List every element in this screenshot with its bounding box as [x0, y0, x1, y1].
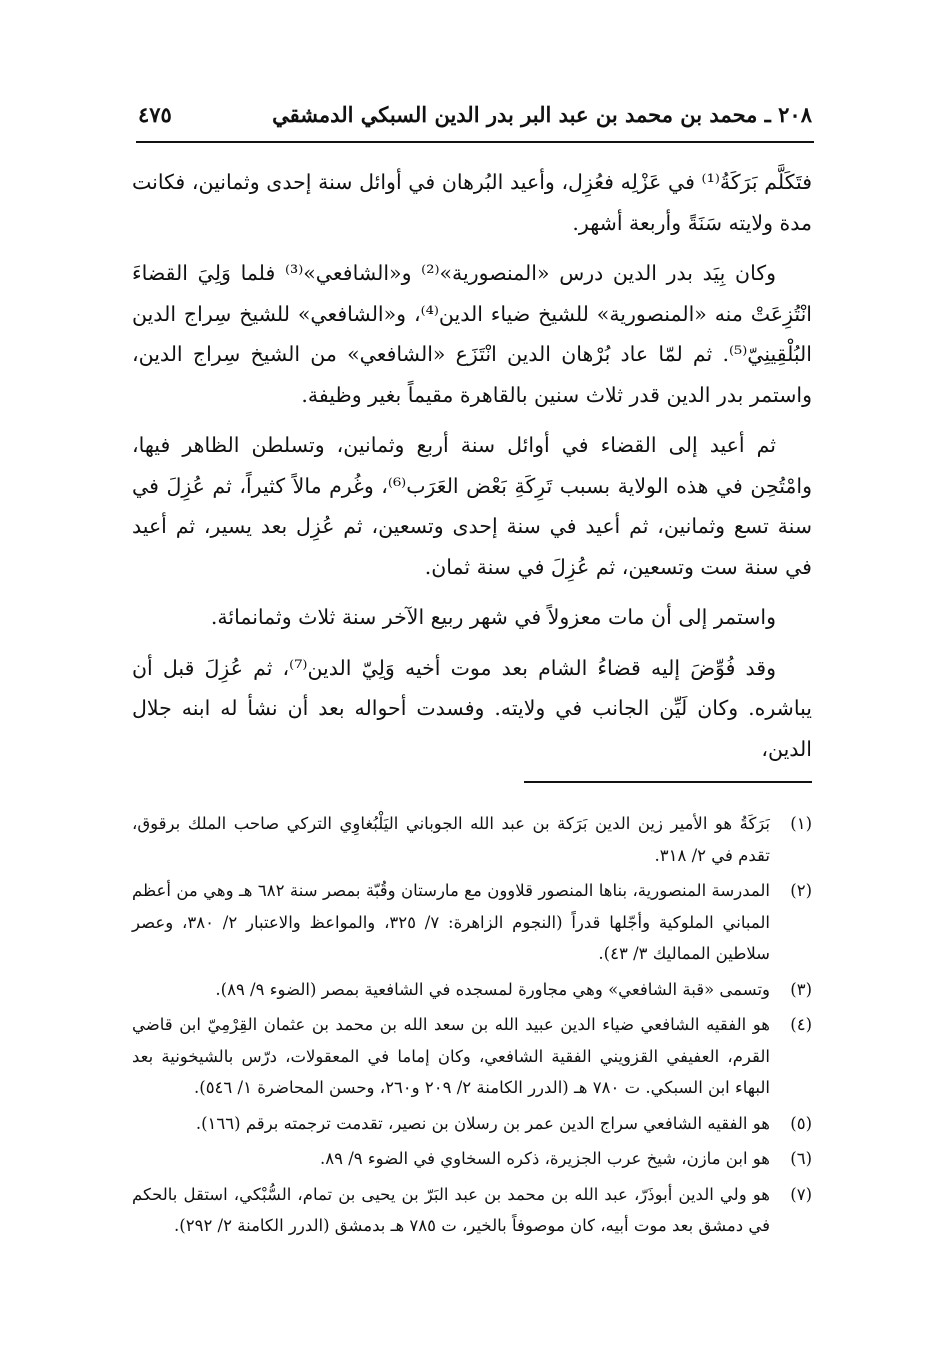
footnote [132, 1009, 812, 1104]
footnote-text: وتسمى «قبة الشافعي» وهي مجاورة لمسجده في الشافعية بمصر (الضوء ٩/ ٨٩). [215, 979, 770, 999]
running-header-title: ٢٠٨ ـ محمد بن محمد بن عبد البر بدر الدين السبكي الدمشقي [272, 101, 812, 127]
paragraph: واستمر إلى أن مات معزولاً في شهر ربيع الآخر سنة ثلاث وثمانمائة. [210, 605, 776, 629]
footnote [132, 875, 812, 970]
page-number: ٤٧٥ [138, 101, 172, 127]
footnote-text: بَرَكَةُ هو الأمير زين الدين بَرَكة بن عبد الله الجوباني اليَلْبُغاوِي التركي صاحب الملك برقوق، تقدم في ٢/ ٣١٨. [132, 814, 770, 865]
footnote-number: (٦) [790, 1149, 812, 1168]
footnote-text: هو الفقيه الشافعي ضياء الدين عبيد الله بن سعد الله بن محمد بن عثمان القِرْمِيّ ابن قاضي القرم، العفيفي القزويني الفقية الشافعي، وكان إماما في المعقولات، درّس بالشيخونية بعد البهاء ابن السبكي. ت ٧٨٠ هـ (الدرر الكامنة ٢/ ٢٠٩ و٢٦٠، وحسن المحاضرة ١/ ٥٤٦). [132, 1015, 770, 1097]
footnote-text: هو الفقيه الشافعي سراج الدين عمر بن رسلان بن نصير، تقدمت ترجمته برقم (١٦٦). [195, 1113, 770, 1133]
main-text [132, 162, 812, 779]
running-header [138, 96, 812, 132]
paragraph: ثم أعيد إلى القضاء في أوائل سنة أربع وثمانين، وتسلطن الظاهر فيها، وامْتُحِن في هذه الولاية بسبب تَرِكَةِ بَعْض العَرَب⁽⁶⁾، وغُرم مالاً كثيراً، ثم عُزِلَ في سنة تسع وثمانين، ثم أعيد في سنة إحدى وتسعين، ثم عُزِل بعد يسير، ثم أعيد في سنة ست وتسعين، ثم عُزِلَ في سنة ثمان. [132, 433, 813, 579]
footnote [132, 808, 812, 871]
paragraph: فتَكَلَّم بَرَكَةُ⁽¹⁾ في عَزْلِه فعُزِل، وأعيد البُرهان في أوائل سنة إحدى وثمانين، فكانت مدة ولايته سَنَةً وأربعة أشهر. [132, 170, 812, 235]
footnote-rule [524, 781, 812, 783]
paragraph: وقد فُوِّضَ إليه قضاءُ الشام بعد موت أخيه وَلِيّ الدين⁽⁷⁾، ثم عُزِلَ قبل أن يباشره. وكان لَيِّن الجانب في ولايته. وفسدت أحواله بعد أن نشأ له ابنه جلال الدين، [132, 655, 812, 761]
footnote-number: (٤) [790, 1015, 812, 1034]
footnote-number: (٣) [790, 979, 812, 999]
footnote-text: المدرسة المنصورية، بناها المنصور قلاوون مع مارستان وقُبّة بمصر سنة ٦٨٢ هـ وهي من أعظم المباني الملوكية وأجّلها قدراً (النجوم الزاهرة: ٧/ ٣٢٥، والمواعظ والاعتبار ٢/ ٣٨٠، وعصر سلاطين المماليك ٣/ ٤٣). [132, 881, 771, 963]
footnote-number: (٢) [790, 881, 812, 900]
footnote-number: (٥) [790, 1113, 812, 1133]
footnote [132, 1108, 812, 1140]
footnote-text: هو ابن مازن، شيخ عرب الجزيرة، ذكره السخاوي في الضوء ٩/ ٨٩. [319, 1149, 770, 1168]
footnotes [132, 808, 812, 1246]
footnote-text: هو ولي الدين أبوذَرّ، عبد الله بن محمد بن عبد البَرّ بن يحيى بن تمام، السُّبْكي، استقل بالحكم في دمشق بعد موت أبيه، كان موصوفاً بالخير، ت ٧٨٥ هـ بدمشق (الدرر الكامنة ٢/ ٢٩٢). [132, 1184, 770, 1235]
footnote-number: (٧) [790, 1184, 812, 1204]
footnote [132, 974, 812, 1006]
paragraph: وكان بِيَد بدر الدين درس «المنصورية»⁽²⁾ و«الشافعي»⁽³⁾ فلما وَلِيَ القضاءَ انْتُزِعَتْ منه «المنصورية» للشيخ ضياء الدين⁽⁴⁾، و«الشافعي» للشيخ سِراج الدين البُلْقِينِيّ⁽⁵⁾. ثم لمّا عاد بُرْهان الدين انْتَزَع «الشافعي» من الشيخ سِراج الدين، واستمر بدر الدين قدر ثلاث سنين بالقاهرة مقيماً بغير وظيفة. [132, 261, 813, 407]
footnote [132, 1143, 812, 1175]
footnote [132, 1179, 812, 1242]
header-rule [136, 141, 814, 143]
footnote-number: (١) [790, 814, 812, 833]
